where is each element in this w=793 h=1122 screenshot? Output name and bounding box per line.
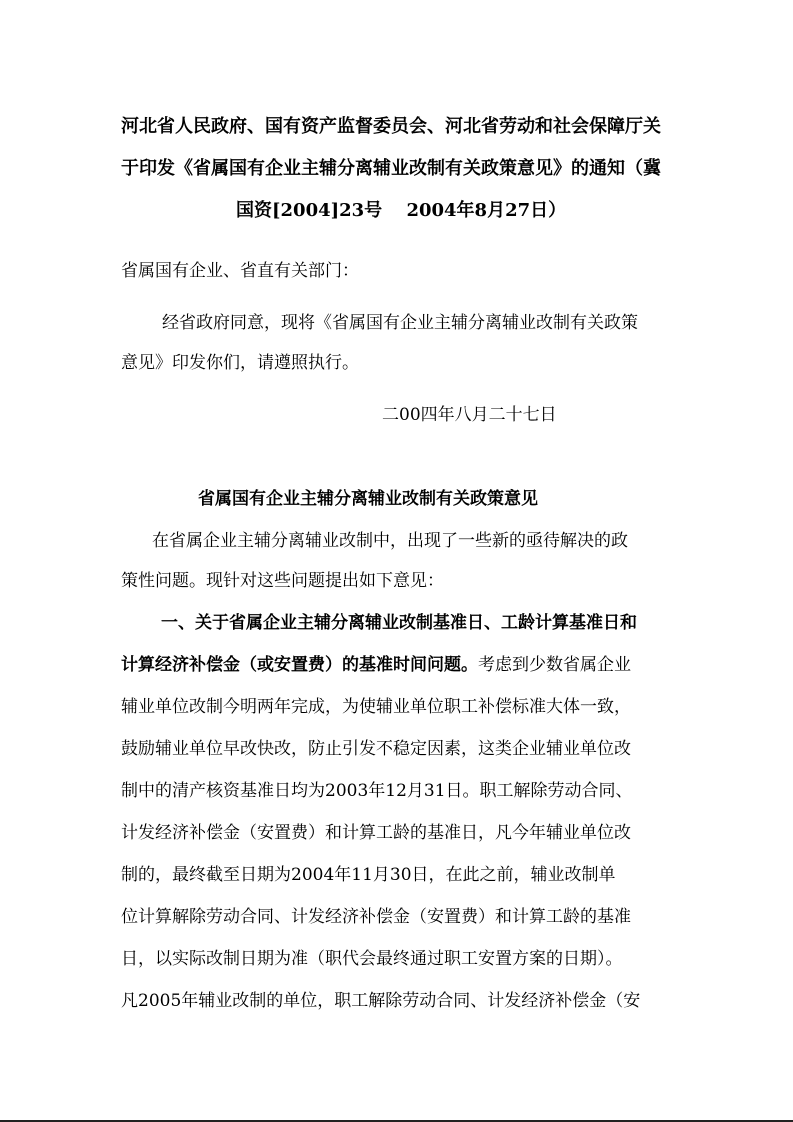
notice-body-line-1: 经省政府同意，现将《省属国有企业主辅分离辅业改制有关政策	[162, 313, 638, 333]
item1-body-line-4: 计发经济补偿金（安置费）和计算工龄的基准日，凡今年辅业单位改	[121, 823, 631, 843]
section-title: 省属国有企业主辅分离辅业改制有关政策意见	[198, 489, 538, 509]
item1-body-line-5: 制的，最终截至日期为2004年11月30日，在此之前，辅业改制单	[121, 865, 616, 885]
intro-line-1: 在省属企业主辅分离辅业改制中，出现了一些新的亟待解决的政	[152, 531, 628, 551]
document-title-line-1: 河北省人民政府、国有资产监督委员会、河北省劳动和社会保障厅关	[121, 116, 661, 137]
item1-line-2-tail: 考虑到少数省属企业	[478, 655, 631, 675]
item1-body-line-3: 制中的清产核资基准日均为2003年12月31日。职工解除劳动合同、	[121, 781, 633, 801]
item1-line-2	[121, 653, 631, 677]
item1-heading-line-2: 计算经济补偿金（或安置费）的基准时间问题。	[121, 655, 478, 675]
addressee: 省属国有企业、省直有关部门：	[121, 261, 359, 281]
document-title-line-2: 于印发《省属国有企业主辅分离辅业改制有关政策意见》的通知（冀	[121, 158, 661, 179]
document-title-line-3: 国资[2004]23号 2004年8月27日）	[236, 200, 567, 221]
item1-body-line-6: 位计算解除劳动合同、计发经济补偿金（安置费）和计算工龄的基准	[121, 907, 631, 927]
item1-body-line-8: 凡2005年辅业改制的单位，职工解除劳动合同、计发经济补偿金（安	[121, 991, 641, 1011]
item1-body-line-7: 日，以实际改制日期为准（职代会最终通过职工安置方案的日期）。	[121, 949, 623, 969]
notice-body-line-2: 意见》印发你们，请遵照执行。	[121, 353, 359, 373]
item1-body-line-2: 鼓励辅业单位早改快改，防止引发不稳定因素，这类企业辅业单位改	[121, 739, 631, 759]
item1-heading-line-1: 一、关于省属企业主辅分离辅业改制基准日、工龄计算基准日和	[161, 613, 637, 633]
notice-date: 二00四年八月二十七日	[382, 405, 557, 425]
intro-line-2: 策性问题。现针对这些问题提出如下意见：	[121, 571, 444, 591]
item1-body-line-1: 辅业单位改制今明两年完成，为使辅业单位职工补偿标准大体一致，	[121, 697, 631, 717]
